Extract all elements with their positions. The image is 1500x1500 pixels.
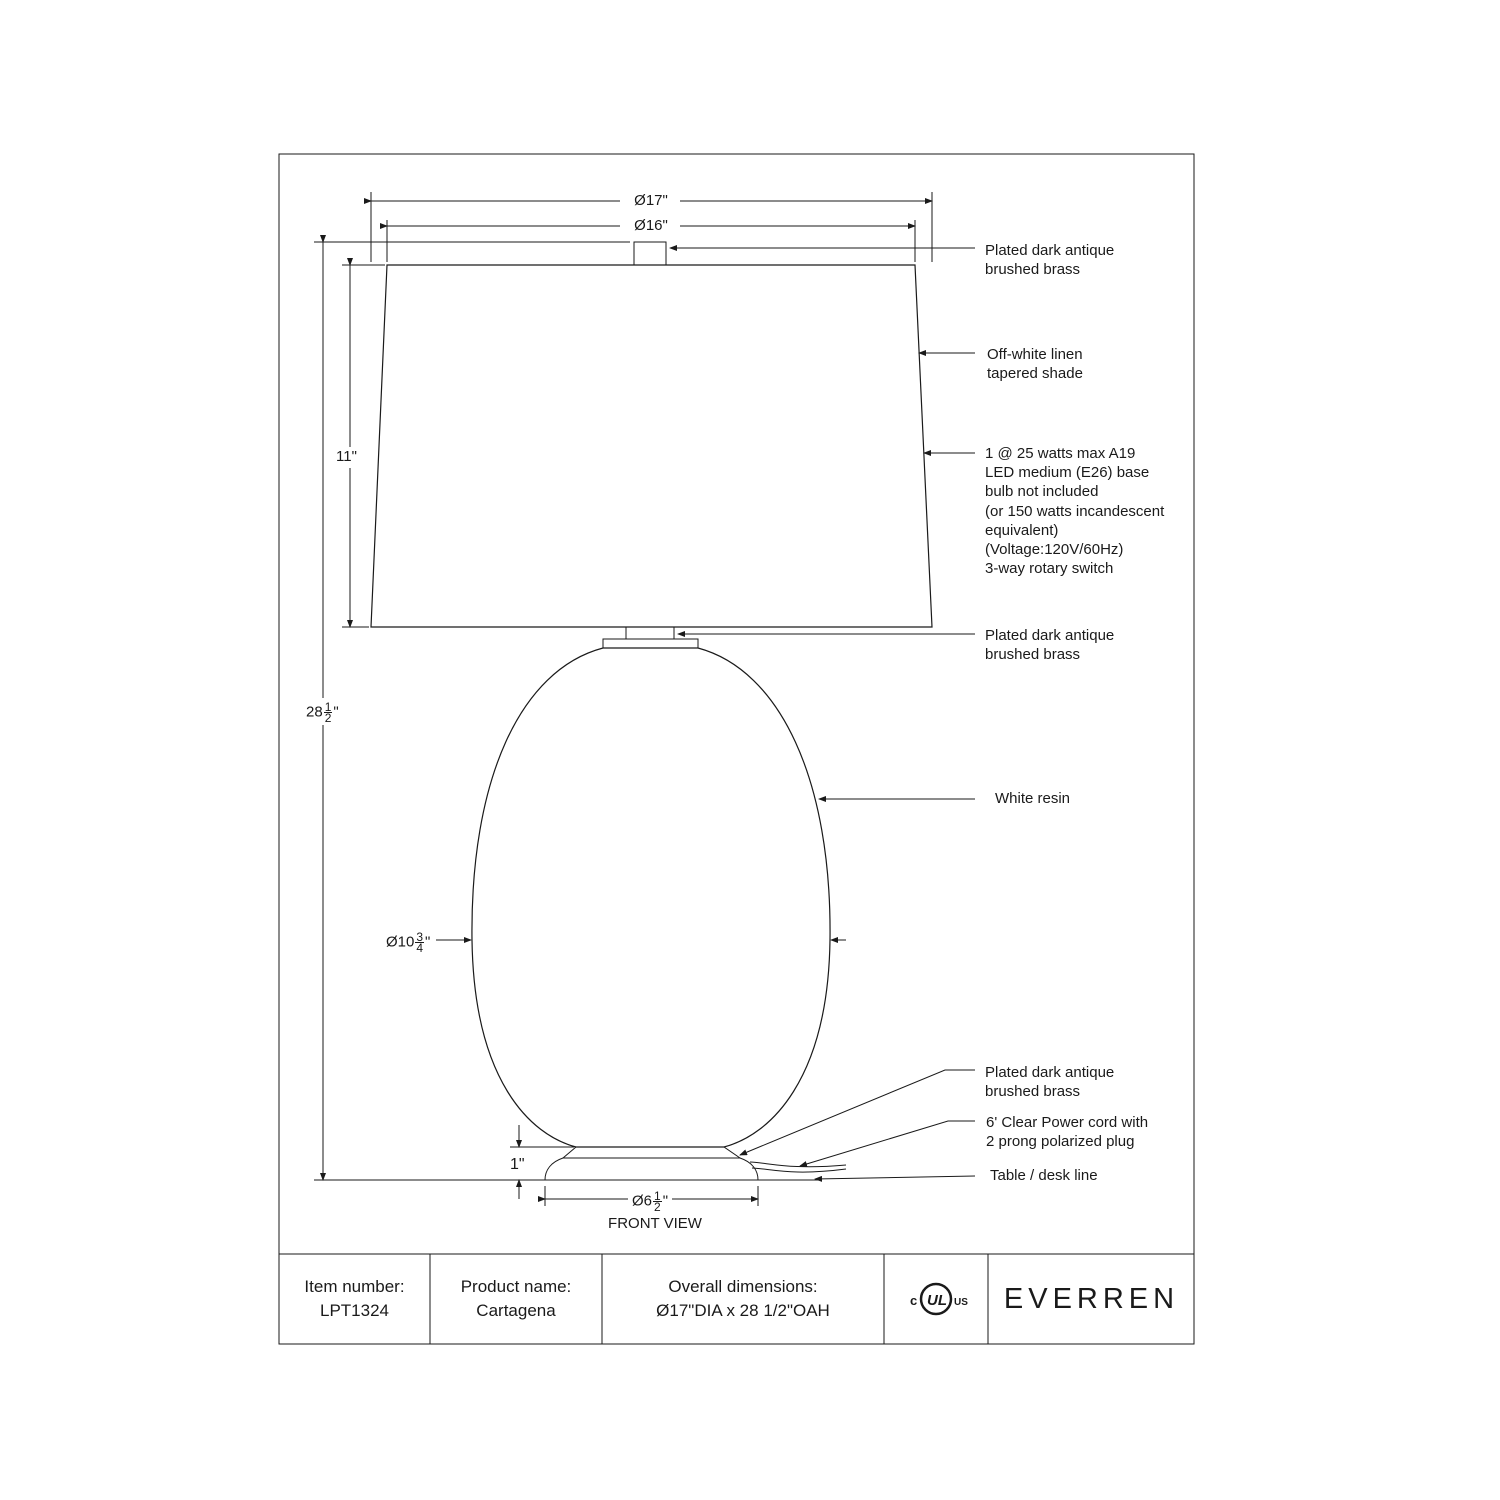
ul-mark-c: c	[910, 1293, 918, 1308]
dim-overall-height: 28 $\frac{1}{2}$ "	[306, 700, 339, 725]
title-block-product	[430, 1254, 602, 1344]
view-label: FRONT VIEW	[608, 1215, 702, 1232]
fraction-numerator: 3	[416, 930, 424, 944]
dim-overall-height-fraction	[324, 702, 333, 723]
dim-body-diameter-whole: Ø10	[386, 933, 415, 951]
dim-base-diameter-whole: Ø6	[632, 1192, 653, 1210]
callout-table: Table / desk line	[990, 1167, 1098, 1184]
dim-body-diameter-fraction	[415, 932, 424, 953]
dim-body-diameter: Ø10 $\frac{3}{4}$ "	[386, 930, 431, 955]
callout-bulb: 1 @ 25 watts max A19 LED medium (E26) base bulb not included (or 150 watts incandescent equivalent) (Voltage:120V/60Hz) 3-way rotary switch	[985, 445, 1165, 578]
item-number-label: Item number:	[304, 1277, 405, 1296]
fraction-denominator: 2	[654, 1200, 661, 1214]
callout-body: White resin	[995, 790, 1071, 807]
lamp-base-lower	[545, 1158, 758, 1180]
dim-shade-inner-diameter: Ø16"	[634, 217, 668, 234]
ul-mark-us: US	[954, 1297, 968, 1308]
fraction-numerator: 1	[324, 700, 332, 714]
overall-dimensions-value: Ø17"DIA x 28 1/2"OAH	[656, 1301, 830, 1320]
fraction-numerator: 1	[654, 1189, 661, 1203]
callout-finial: Plated dark antique brushed brass	[985, 242, 1115, 279]
fraction-denominator: 4	[416, 941, 424, 955]
lamp-shade	[371, 265, 932, 627]
callout-neck: Plated dark antique brushed brass	[985, 627, 1115, 664]
overall-dimensions-label: Overall dimensions:	[668, 1277, 818, 1296]
callout-shade: Off-white linen tapered shade	[987, 346, 1083, 383]
callout-base: Plated dark antique brushed brass	[985, 1064, 1115, 1101]
fraction-denominator: 2	[324, 711, 332, 725]
dim-overall-height-whole: 28	[306, 703, 323, 721]
title-block-dimensions	[602, 1254, 884, 1344]
brand-logo: EVERREN	[1003, 1282, 1180, 1315]
dim-shade-top-diameter: Ø17"	[634, 192, 668, 209]
callout-cord: 6' Clear Power cord with 2 prong polarized plug	[986, 1114, 1149, 1151]
product-name-label: Product name:	[460, 1277, 572, 1296]
dim-base-diameter: Ø6 $\frac{1}{2}$ "	[632, 1189, 669, 1214]
power-cord	[750, 1162, 846, 1167]
dim-base-diameter-fraction	[653, 1191, 662, 1212]
lamp-neck-cap	[603, 639, 698, 648]
item-number-value: LPT1324	[320, 1301, 389, 1320]
title-block-item	[279, 1254, 430, 1344]
dim-base-height: 1"	[510, 1156, 525, 1173]
product-name-value: Cartagena	[476, 1301, 556, 1320]
ul-mark-ul: UL	[927, 1292, 947, 1309]
lamp-neck	[626, 627, 674, 639]
lamp-finial	[634, 242, 666, 265]
lamp-base-upper	[563, 1147, 740, 1158]
lamp-body	[472, 648, 830, 1147]
dim-shade-height: 11"	[336, 448, 357, 465]
ul-certification-icon	[884, 1254, 988, 1344]
